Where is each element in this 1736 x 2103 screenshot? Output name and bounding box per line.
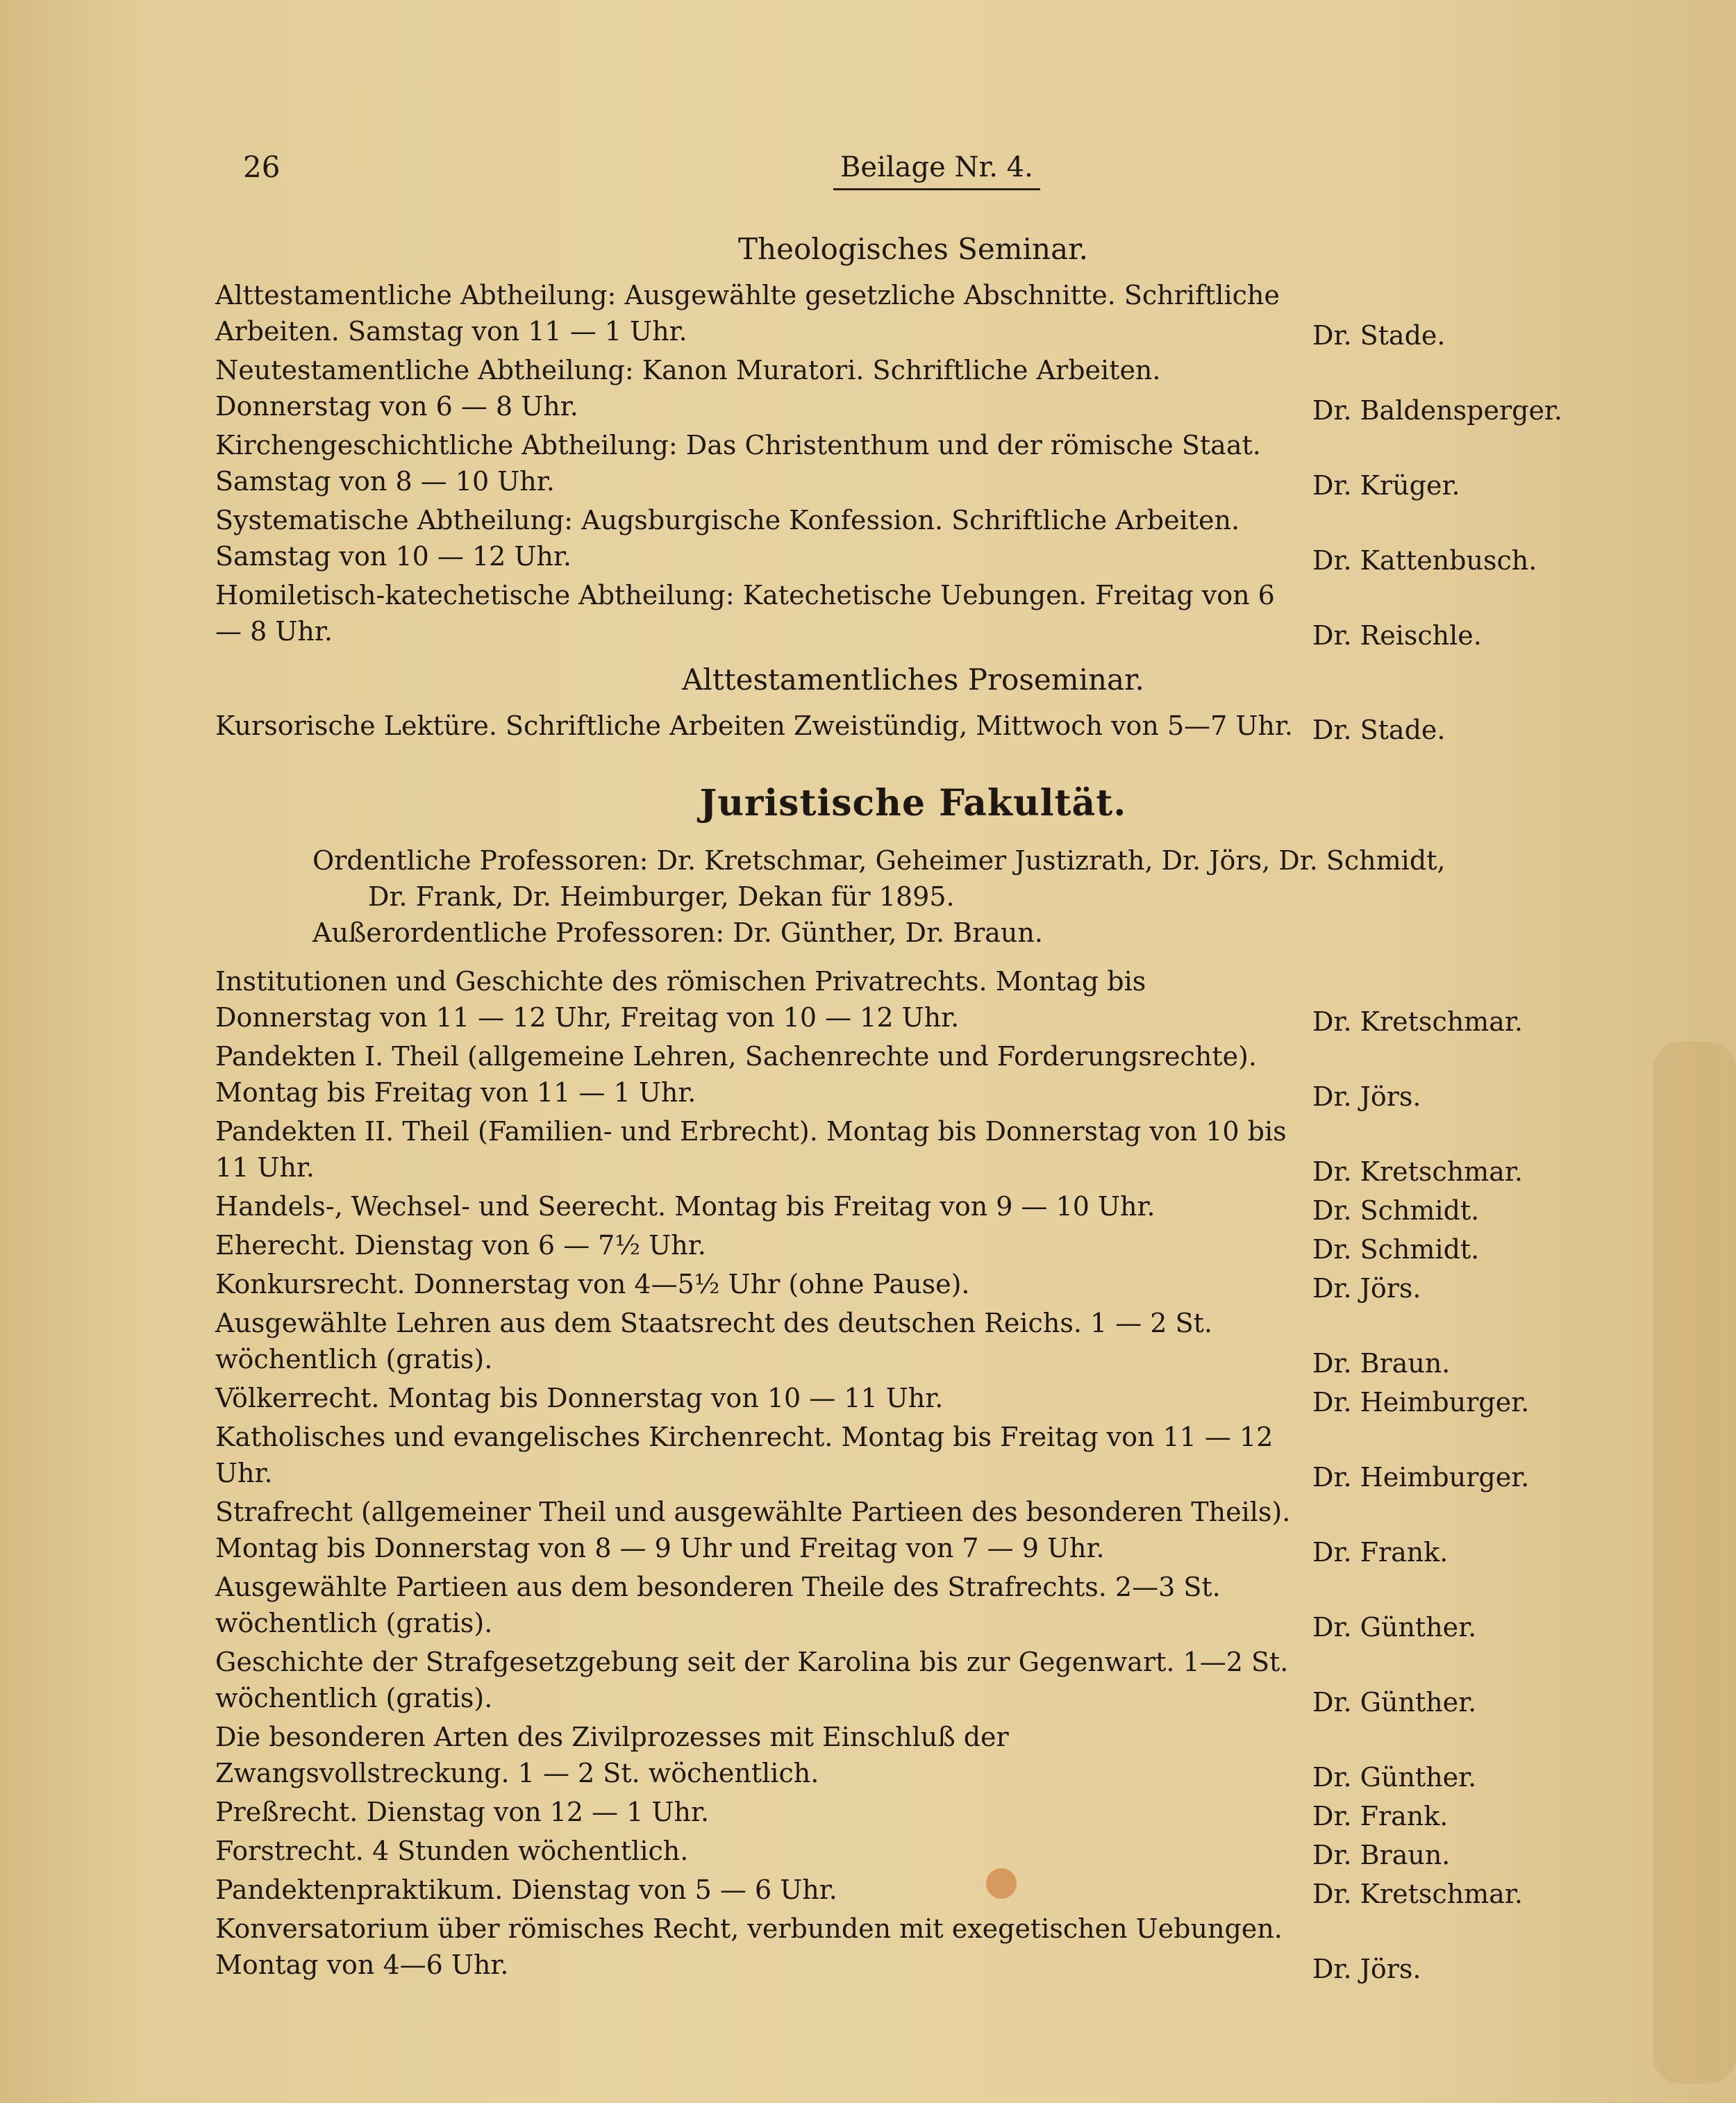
lecture-description: Homiletisch-katechetische Abtheilung: Katechetische Uebungen. Freitag von 6 — 8 Uhr. [215,580,1275,647]
lecture-entry [215,502,1611,574]
lecture-entry [215,1380,1611,1416]
lecturer-name: Dr. Jörs. [1312,1954,1421,1984]
lecture-entry [215,1794,1611,1830]
lecture-description: Kirchengeschichtliche Abtheilung: Das Christenthum und der römische Staat. Samstag von 8 — 10 Uhr. [215,430,1261,497]
page-number: 26 [243,150,281,184]
lecture-description: Pandekten I. Theil (allgemeine Lehren, Sachenrechte und Forderungsrechte). Montag bis Freitag von 11 — 1 Uhr. [215,1041,1257,1108]
lecture-description: Forstrecht. 4 Stunden wöchentlich. [215,1836,689,1866]
lecture-description: Konkursrecht. Donnerstag von 4—5½ Uhr (ohne Pause). [215,1269,970,1299]
lecture-description: Pandektenpraktikum. Dienstag von 5 — 6 Uhr. [215,1875,837,1905]
lecture-description: Die besonderen Arten des Zivilprozesses mit Einschluß der Zwangsvollstreckung. 1 — 2 St. wöchentlich. [215,1722,1009,1788]
lecture-description: Handels-, Wechsel- und Seerecht. Montag bis Freitag von 9 — 10 Uhr. [215,1191,1155,1222]
lecture-entry [215,1719,1611,1791]
lecture-description: Katholisches und evangelisches Kirchenrecht. Montag bis Freitag von 11 — 12 Uhr. [215,1422,1274,1488]
lecture-entry [215,1569,1611,1641]
lecturer-name: Dr. Reischle. [1312,620,1482,651]
lecture-description: Eherecht. Dienstag von 6 — 7½ Uhr. [215,1230,706,1261]
lecturer-name: Dr. Stade. [1312,320,1446,351]
proseminar-title: Alttestamentliches Proseminar. [682,663,1144,697]
lecturer-name: Dr. Schmidt. [1312,1195,1480,1226]
lecture-entry [215,1227,1611,1263]
lecture-description: Geschichte der Strafgesetzgebung seit der Karolina bis zur Gegenwart. 1—2 St. wöchentlich (gratis). [215,1647,1289,1713]
page-header [215,135,1611,219]
lecturer-name: Dr. Kretschmar. [1312,1879,1523,1909]
lecturer-name: Dr. Günther. [1312,1612,1477,1643]
paper-stain [1653,1042,1736,2084]
lecture-description: Alttestamentliche Abtheilung: Ausgewählte gesetzliche Abschnitte. Schriftliche Arbeiten. Samstag von 11 — 1 Uhr. [215,280,1280,347]
lecture-entry [215,1188,1611,1224]
lecture-entry [215,427,1611,499]
lecture-entry [215,1833,1611,1869]
lecture-entry [215,1266,1611,1302]
lecture-description: Völkerrecht. Montag bis Donnerstag von 10 — 11 Uhr. [215,1383,944,1413]
lecturer-name: Dr. Braun. [1312,1840,1451,1870]
lecture-description: Strafrecht (allgemeiner Theil und ausgewählte Partieen des besonderen Theils). Montag bis Donnerstag von 8 — 9 Uhr und Freitag von 7 — 9 Uhr. [215,1497,1291,1563]
lecturer-name: Dr. Jörs. [1312,1081,1421,1112]
law-faculty-title: Juristische Fakultät. [699,782,1127,824]
lecturer-name: Dr. Stade. [1312,715,1446,745]
lecture-entry [215,277,1611,349]
lecture-entry [215,577,1611,649]
lecture-description: Neutestamentliche Abtheilung: Kanon Muratori. Schriftliche Arbeiten. Donnerstag von 6 — 8 Uhr. [215,355,1161,422]
lecture-description: Ausgewählte Partieen aus dem besonderen Theile des Strafrechts. 2—3 St. wöchentlich (gratis). [215,1572,1221,1638]
lecturer-name: Dr. Günther. [1312,1687,1477,1718]
lecture-description: Pandekten II. Theil (Familien- und Erbrecht). Montag bis Donnerstag von 10 bis 11 Uhr. [215,1116,1287,1183]
lecture-description: Konversatorium über römisches Recht, verbunden mit exegetischen Uebungen. Montag von 4—6 Uhr. [215,1913,1283,1980]
lecture-entry [215,1419,1611,1491]
extraordinary-professors: Außerordentliche Professoren: Dr. Günther, Dr. Braun. [312,917,1043,948]
lecture-description: Institutionen und Geschichte des römischen Privatrechts. Montag bis Donnerstag von 11 — 12 Uhr, Freitag von 10 — 12 Uhr. [215,966,1146,1033]
law-entries [215,963,1611,1983]
lecturer-name: Dr. Schmidt. [1312,1234,1480,1265]
lecture-description: Preßrecht. Dienstag von 12 — 1 Uhr. [215,1797,710,1827]
page-title: Beilage Nr. 4. [833,149,1040,190]
lecturer-name: Dr. Braun. [1312,1348,1451,1379]
ordinary-professors [215,842,1611,951]
lecture-entry [215,1494,1611,1566]
lecturer-name: Dr. Kretschmar. [1312,1006,1523,1037]
lecturer-name: Dr. Kattenbusch. [1312,545,1537,576]
lecture-entry [215,708,1611,744]
lecture-entry [215,1644,1611,1716]
lecture-description: Systematische Abtheilung: Augsburgische Konfession. Schriftliche Arbeiten. Samstag von 10 — 12 Uhr. [215,505,1240,572]
page-content [215,135,1611,1986]
lecture-entry [215,1911,1611,1983]
lecture-entry [215,352,1611,424]
ordinary-professors-line2: Dr. Frank, Dr. Heimburger, Dekan für 1895. [368,881,955,912]
lecturer-name: Dr. Frank. [1312,1801,1449,1831]
lecturer-name: Dr. Baldensperger. [1312,395,1562,426]
lecture-entry [215,1872,1611,1908]
lecture-entry [215,1038,1611,1111]
lecturer-name: Dr. Heimburger. [1312,1462,1530,1493]
lecturer-name: Dr. Frank. [1312,1537,1449,1568]
lecturer-name: Dr. Günther. [1312,1762,1477,1793]
lecture-entry [215,1113,1611,1186]
proseminar-entries [215,708,1611,744]
lecturer-name: Dr. Jörs. [1312,1273,1421,1304]
lecturer-name: Dr. Heimburger. [1312,1387,1530,1418]
theology-entries [215,277,1611,649]
theology-section-title: Theologisches Seminar. [738,232,1088,266]
lecture-entry [215,963,1611,1036]
lecture-entry [215,1305,1611,1377]
lecturer-name: Dr. Krüger. [1312,470,1460,501]
ordinary-professors-line1: Ordentliche Professoren: Dr. Kretschmar, Geheimer Justizrath, Dr. Jörs, Dr. Schmidt, [312,845,1446,876]
lecture-description: Ausgewählte Lehren aus dem Staatsrecht des deutschen Reichs. 1 — 2 St. wöchentlich (gratis). [215,1308,1212,1374]
lecturer-name: Dr. Kretschmar. [1312,1156,1523,1187]
lecture-description: Kursorische Lektüre. Schriftliche Arbeiten Zweistündig, Mittwoch von 5—7 Uhr. [215,710,1293,741]
